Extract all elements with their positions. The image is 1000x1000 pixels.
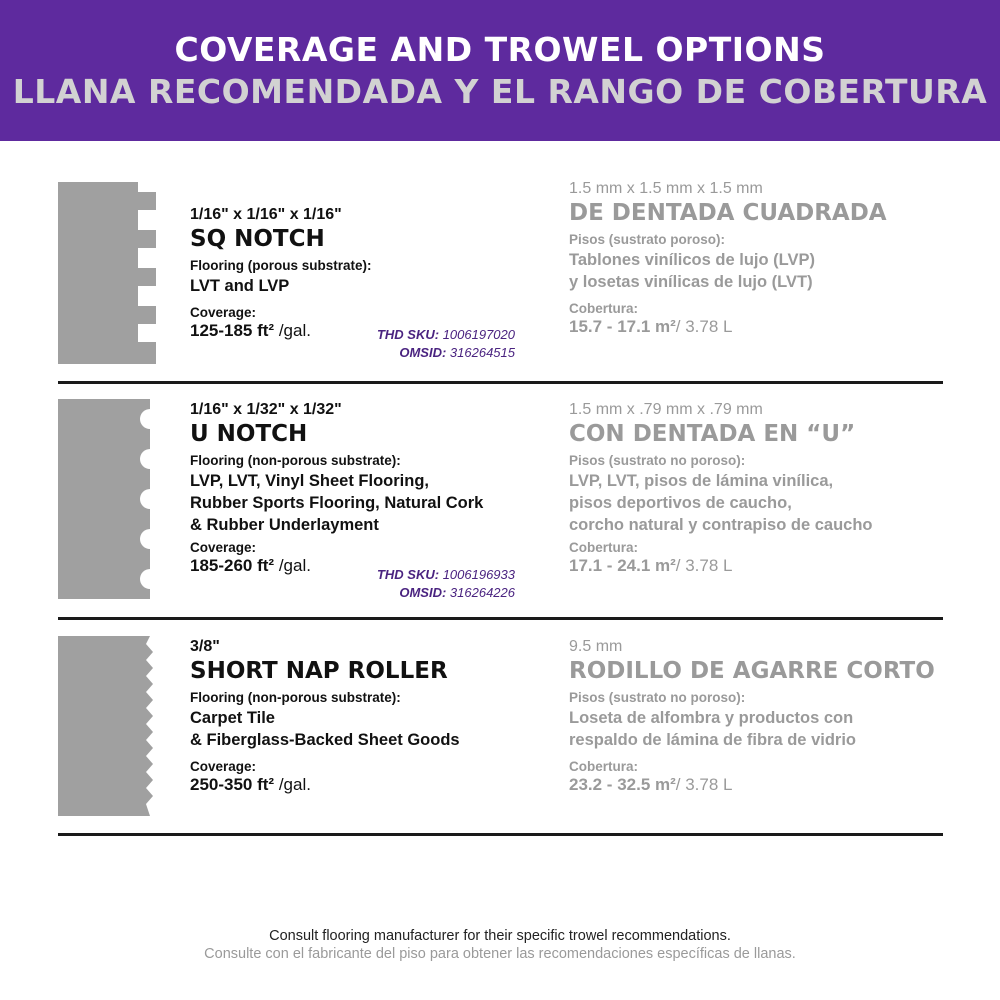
short-nap-roller-icon — [58, 636, 158, 816]
coverage-value-es — [569, 317, 989, 337]
omsid: 316264515 — [449, 345, 515, 360]
trowel-size-es: 1.5 mm x .79 mm x .79 mm — [569, 401, 763, 418]
thd-sku-label: THD SKU: — [376, 567, 440, 582]
coverage-amount-es: 23.2 - 32.5 m² — [569, 775, 676, 794]
flooring-label: Flooring (porous substrate): — [190, 258, 372, 273]
details-spanish — [569, 638, 989, 795]
details-english — [190, 401, 530, 576]
roller-size: 3/8" — [190, 638, 220, 655]
coverage-label-es: Cobertura: — [569, 301, 639, 316]
flooring-label: Flooring (non-porous substrate): — [190, 453, 401, 468]
roller-size-es: 9.5 mm — [569, 638, 623, 655]
trowel-size: 1/16" x 1/16" x 1/16" — [190, 206, 342, 223]
trowel-name-es: DE DENTADA CUADRADA — [569, 200, 887, 226]
flooring-types-es — [569, 470, 989, 536]
details-spanish — [569, 401, 989, 576]
flooring-label-es: Pisos (sustrato no poroso): — [569, 690, 746, 705]
coverage-amount: 185-260 ft² — [190, 556, 275, 575]
coverage-unit-es: / 3.78 L — [675, 775, 733, 794]
sku-block — [300, 566, 515, 602]
title-english: COVERAGE AND TROWEL OPTIONS — [174, 30, 826, 69]
omsid-label: OMSID: — [399, 585, 447, 600]
coverage-label-es: Cobertura: — [569, 540, 639, 555]
coverage-value-es — [569, 775, 989, 795]
footer-note-spanish: Consulte con el fabricante del piso para obtener las recomendaciones específicas de llanas. — [204, 946, 796, 962]
sku-block — [300, 326, 515, 362]
footer-note-english: Consult flooring manufacturer for their specific trowel recommendations. — [269, 928, 731, 944]
coverage-label: Coverage: — [190, 305, 257, 320]
coverage-unit-es: / 3.78 L — [675, 317, 733, 336]
flooring-types — [190, 707, 530, 751]
flooring-line: LVT and LVP — [190, 277, 290, 295]
trowel-name-es: CON DENTADA EN “U” — [569, 421, 856, 447]
flooring-line: & Fiberglass-Backed Sheet Goods — [190, 731, 460, 749]
option-sq-notch — [0, 170, 1000, 382]
omsid: 316264226 — [449, 585, 515, 600]
coverage-unit-es: / 3.78 L — [675, 556, 733, 575]
trowel-name: U NOTCH — [190, 421, 308, 447]
flooring-line-es: y losetas vinílicas de lujo (LVT) — [569, 273, 813, 291]
thd-sku: 1006197020 — [442, 327, 515, 342]
flooring-line-es: respaldo de lámina de fibra de vidrio — [569, 731, 856, 749]
trowel-size-es: 1.5 mm x 1.5 mm x 1.5 mm — [569, 180, 763, 197]
coverage-label-es: Cobertura: — [569, 759, 639, 774]
flooring-label-es: Pisos (sustrato no poroso): — [569, 453, 746, 468]
flooring-label: Flooring (non-porous substrate): — [190, 690, 401, 705]
coverage-value — [190, 775, 530, 795]
flooring-line-es: Tablones vinílicos de lujo (LVP) — [569, 251, 816, 269]
thd-sku-label: THD SKU: — [376, 327, 440, 342]
flooring-line: Rubber Sports Flooring, Natural Cork — [190, 494, 484, 512]
trowel-size: 1/16" x 1/32" x 1/32" — [190, 401, 342, 418]
coverage-label: Coverage: — [190, 540, 257, 555]
title-spanish: LLANA RECOMENDADA Y EL RANGO DE COBERTURA — [12, 72, 988, 111]
details-english — [190, 638, 530, 795]
coverage-amount: 125-185 ft² — [190, 321, 275, 340]
flooring-line-es: LVP, LVT, pisos de lámina vinílica, — [569, 472, 834, 490]
trowel-name: SQ NOTCH — [190, 226, 325, 252]
flooring-types-es — [569, 249, 989, 293]
option-short-nap-roller — [0, 620, 1000, 834]
roller-name-es: RODILLO DE AGARRE CORTO — [569, 658, 935, 684]
flooring-types — [190, 275, 530, 297]
coverage-unit: /gal. — [274, 556, 311, 575]
header-banner — [0, 0, 1000, 141]
coverage-amount-es: 15.7 - 17.1 m² — [569, 317, 676, 336]
coverage-value-es — [569, 556, 989, 576]
flooring-line: Carpet Tile — [190, 709, 275, 727]
flooring-label-es: Pisos (sustrato poroso): — [569, 232, 726, 247]
flooring-line: & Rubber Underlayment — [190, 516, 379, 534]
coverage-amount-es: 17.1 - 24.1 m² — [569, 556, 676, 575]
flooring-types-es — [569, 707, 989, 751]
flooring-line-es: corcho natural y contrapiso de caucho — [569, 516, 873, 534]
omsid-label: OMSID: — [399, 345, 447, 360]
roller-name: SHORT NAP ROLLER — [190, 658, 448, 684]
u-notch-trowel-icon — [58, 399, 158, 599]
coverage-amount: 250-350 ft² — [190, 775, 275, 794]
thd-sku: 1006196933 — [442, 567, 515, 582]
divider — [58, 833, 943, 836]
option-u-notch — [0, 383, 1000, 618]
details-spanish — [569, 180, 989, 337]
coverage-unit: /gal. — [274, 321, 311, 340]
flooring-types — [190, 470, 530, 536]
square-notch-trowel-icon — [58, 182, 158, 364]
coverage-unit: /gal. — [274, 775, 311, 794]
flooring-line: LVP, LVT, Vinyl Sheet Flooring, — [190, 472, 429, 490]
flooring-line-es: Loseta de alfombra y productos con — [569, 709, 854, 727]
flooring-line-es: pisos deportivos de caucho, — [569, 494, 792, 512]
coverage-label: Coverage: — [190, 759, 257, 774]
details-english — [190, 206, 530, 341]
